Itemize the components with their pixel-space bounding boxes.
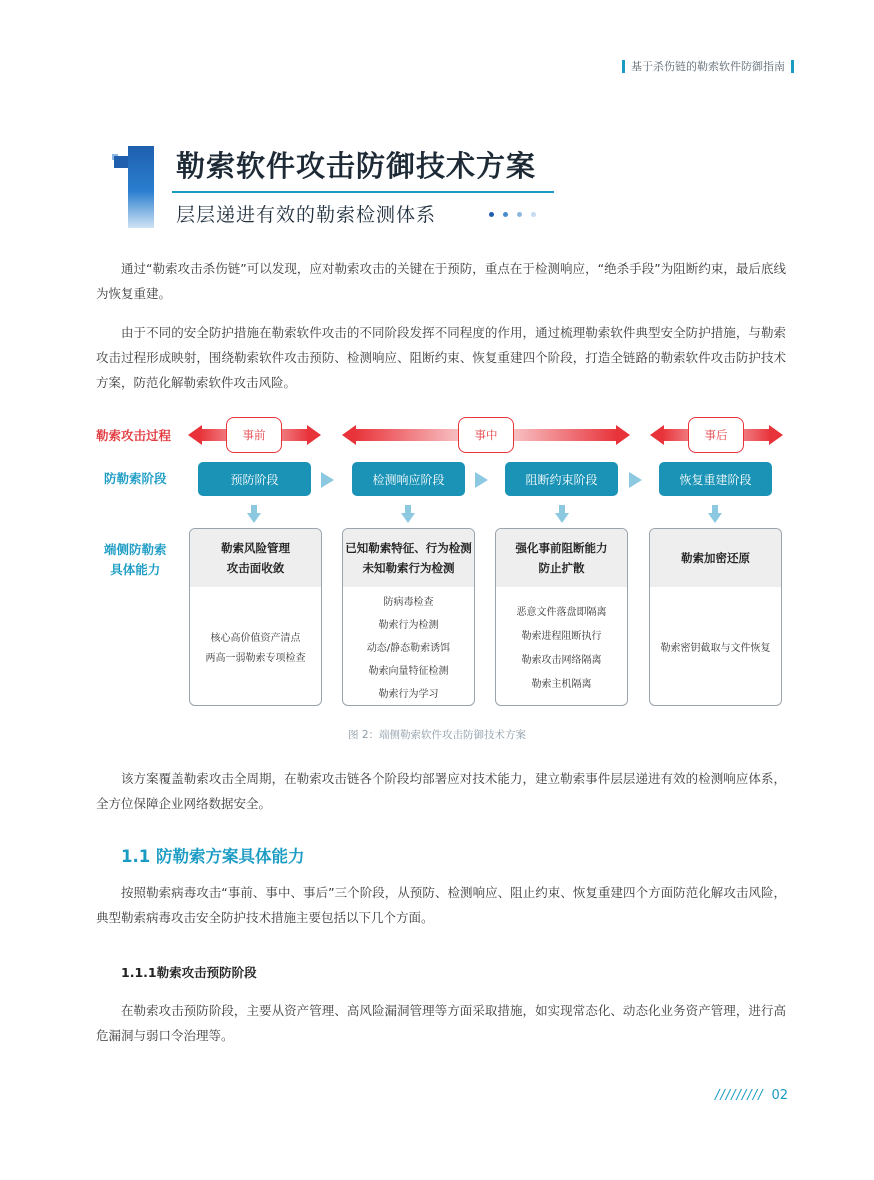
stage-detection: 检测响应阶段 bbox=[352, 462, 465, 496]
paragraph-intro: 通过“勒索攻击杀伤链”可以发现，应对勒索攻击的关键在于预防，重点在于检测响应，“绝杀手段”为阻断约束，最后底线为恢复重建。 bbox=[96, 261, 786, 301]
capability-items bbox=[650, 587, 781, 705]
dot bbox=[531, 212, 536, 217]
row-label-process: 勒索攻击过程 bbox=[96, 428, 172, 443]
dot bbox=[489, 212, 494, 217]
capability-item: 勒索攻击网络隔离 bbox=[521, 654, 602, 666]
dot bbox=[503, 212, 508, 217]
capability-box-recovery bbox=[649, 528, 782, 706]
title-rule bbox=[172, 191, 554, 193]
row-label-stage: 防勒索阶段 bbox=[104, 471, 167, 486]
stage-blocking: 阻断约束阶段 bbox=[505, 462, 618, 496]
dot bbox=[517, 212, 522, 217]
down-arrow bbox=[708, 505, 722, 523]
chapter-title: 勒索软件攻击防御技术方案 bbox=[176, 149, 537, 183]
section-heading: 1.1 防勒索方案具体能力 bbox=[121, 847, 305, 866]
capability-head: 强化事前阻断能力 防止扩散 bbox=[496, 529, 627, 587]
stage-arrow bbox=[321, 472, 334, 488]
stage-arrow bbox=[475, 472, 488, 488]
paragraph-mapping: 由于不同的安全防护措施在勒索软件攻击的不同阶段发挥不同程度的作用，通过梳理勒索软件典型安全防护措施，与勒索攻击过程形成映射，围绕勒索软件攻击预防、检测响应、阻断约束、恢复重建四个阶段，打造全链路的勒索软件攻击防护技术方案，防范化解勒索软件攻击风险。 bbox=[96, 325, 786, 390]
capability-box-blocking bbox=[495, 528, 628, 706]
capability-item: 动态/静态勒索诱饵 bbox=[366, 642, 451, 654]
capability-item: 防病毒检查 bbox=[383, 596, 434, 608]
capability-item: 勒索行为学习 bbox=[378, 688, 439, 700]
chapter-subtitle: 层层递进有效的勒索检测体系 bbox=[176, 204, 437, 226]
subtitle-dots bbox=[489, 212, 536, 217]
capability-head: 勒索风险管理 攻击面收敛 bbox=[190, 529, 321, 587]
capability-item: 勒索进程阻断执行 bbox=[521, 630, 602, 642]
capability-item: 恶意文件落盘即隔离 bbox=[516, 606, 607, 618]
capability-items bbox=[496, 587, 627, 705]
running-header bbox=[622, 58, 794, 74]
header-bar-left bbox=[622, 60, 625, 73]
capability-box-prevention bbox=[189, 528, 322, 706]
row-label-capability: 端侧防勒索 具体能力 bbox=[104, 542, 167, 577]
paragraph-summary: 该方案覆盖勒索攻击全周期，在勒索攻击链各个阶段均部署应对技术能力，建立勒索事件层层递进有效的检测响应体系，全方位保障企业网络数据安全。 bbox=[96, 771, 786, 811]
phase-arrow-during bbox=[342, 425, 630, 445]
figure-caption: 图 2：端侧勒索软件攻击防御技术方案 bbox=[347, 729, 527, 741]
capability-items bbox=[343, 587, 474, 705]
header-bar-right bbox=[791, 60, 794, 73]
capability-item: 两高一弱勒索专项检查 bbox=[205, 652, 306, 664]
defense-diagram bbox=[92, 416, 792, 716]
capability-item: 核心高价值资产清点 bbox=[210, 632, 301, 644]
stage-arrow bbox=[629, 472, 642, 488]
subsection-heading: 1.1.1勒索攻击预防阶段 bbox=[121, 965, 257, 980]
paragraph-prevention: 在勒索攻击预防阶段，主要从资产管理、高风险漏洞管理等方面采取措施，如实现常态化、动态化业务资产管理，进行高危漏洞与弱口令治理等。 bbox=[96, 1003, 786, 1043]
capability-item: 勒索行为检测 bbox=[378, 619, 439, 631]
footer-slashes: ///////// bbox=[715, 1088, 764, 1103]
down-arrow bbox=[401, 505, 415, 523]
phase-during: 事中 bbox=[458, 417, 514, 453]
stage-recovery: 恢复重建阶段 bbox=[659, 462, 772, 496]
capability-item: 勒索密钥截取与文件恢复 bbox=[660, 642, 771, 654]
down-arrow bbox=[555, 505, 569, 523]
phase-arrow-after bbox=[650, 425, 783, 445]
capability-items bbox=[190, 587, 321, 705]
page-footer bbox=[715, 1088, 788, 1103]
stage-prevention: 预防阶段 bbox=[198, 462, 311, 496]
phase-arrow-before bbox=[188, 425, 321, 445]
chapter-number-graphic bbox=[112, 146, 156, 228]
capability-item: 勒索主机隔离 bbox=[531, 678, 592, 690]
capability-head: 勒索加密还原 bbox=[650, 529, 781, 587]
capability-item: 勒索向量特征检测 bbox=[368, 665, 449, 677]
running-title: 基于杀伤链的勒索软件防御指南 bbox=[631, 60, 785, 73]
down-arrow bbox=[247, 505, 261, 523]
phase-after: 事后 bbox=[688, 417, 744, 453]
paragraph-section: 按照勒索病毒攻击“事前、事中、事后”三个阶段，从预防、检测响应、阻止约束、恢复重建四个方面防范化解攻击风险，典型勒索病毒攻击安全防护技术措施主要包括以下几个方面。 bbox=[96, 885, 786, 925]
page-number: 02 bbox=[771, 1088, 788, 1103]
capability-box-detection bbox=[342, 528, 475, 706]
capability-head: 已知勒索特征、行为检测 未知勒索行为检测 bbox=[343, 529, 474, 587]
phase-before: 事前 bbox=[226, 417, 282, 453]
